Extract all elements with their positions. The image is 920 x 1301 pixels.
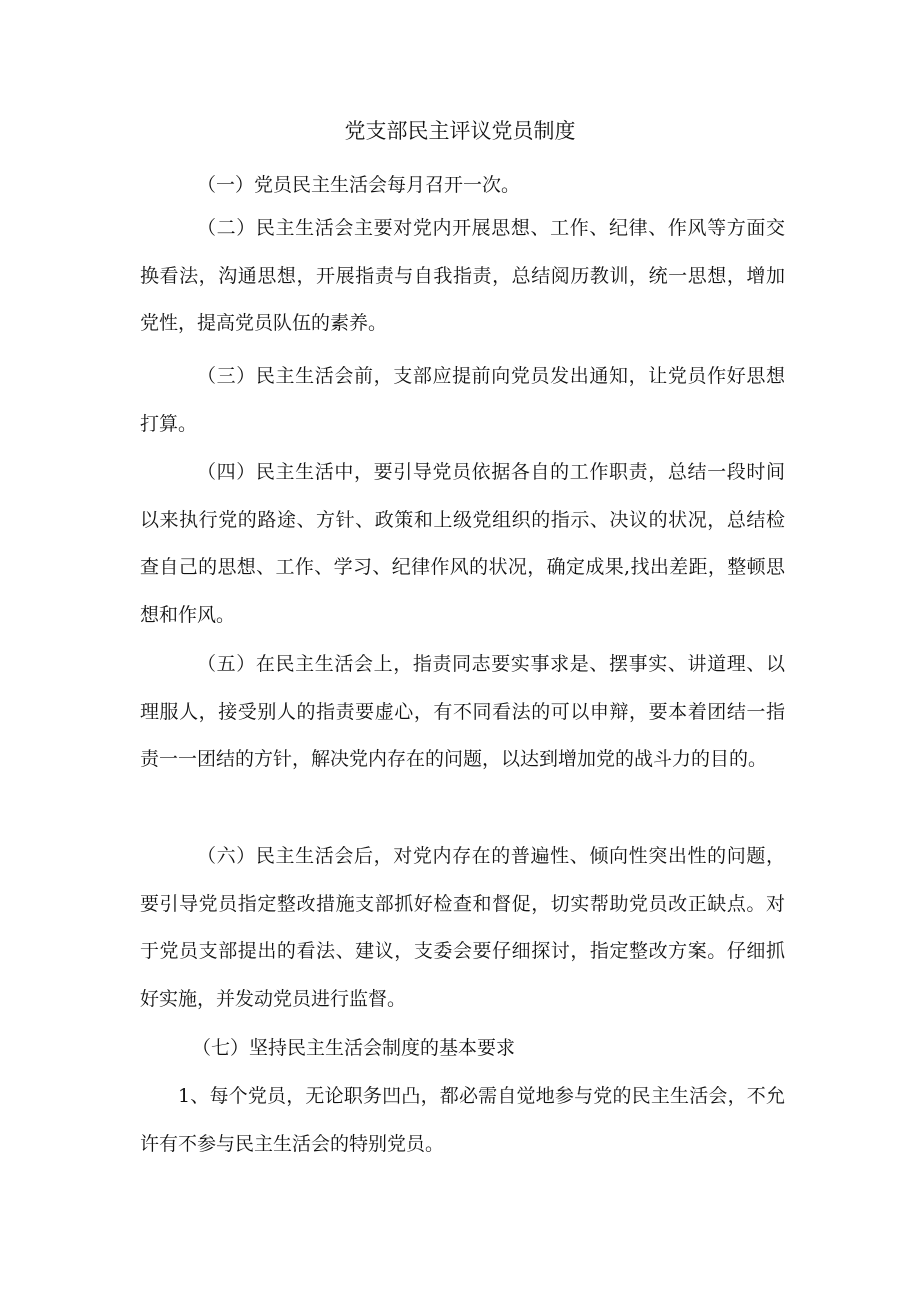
paragraph-2: （二）民主生活会主要对党内开展思想、工作、纪律、作风等方面交换看法，沟通思想，开展指责与自我指责，总结阅历教训，统一思想，增加党性，提高党员队伍的素养。 xyxy=(140,217,785,335)
paragraph-1: （一）党员民主生活会每月召开一次。 xyxy=(197,174,521,196)
paragraph-7: （七）坚持民主生活会制度的基本要求 xyxy=(192,1037,516,1059)
document-title: 党支部民主评议党员制度 xyxy=(344,119,576,143)
paragraph-6: （六）民主生活会后，对党内存在的普遍性、倾向性突出性的问题，要引导党员指定整改措施支部抓好检查和督促，切实帮助党员改正缺点。对于党员支部提出的看法、建议，支委会要仔细探讨，指定整改方案。仔细抓好实施，并发动党员进行监督。 xyxy=(140,845,785,1010)
paragraph-8: 1、每个党员，无论职务凹凸，都必需自觉地参与党的民主生活会，不允许有不参与民主生活会的特别党员。 xyxy=(140,1085,785,1155)
paragraph-5: （五）在民主生活会上，指责同志要实事求是、摆事实、讲道理、以理服人，接受别人的指责要虚心，有不同看法的可以申辩，要本着团结一指责一一团结的方针，解决党内存在的问题，以达到增加党的战斗力的目的。 xyxy=(140,653,785,771)
paragraph-3: （三）民主生活会前，支部应提前向党员发出通知，让党员作好思想打算。 xyxy=(140,365,785,435)
paragraph-4: （四）民主生活中，要引导党员依据各自的工作职责，总结一段时间以来执行党的路途、方针、政策和上级党组织的指示、决议的状况，总结检查自己的思想、工作、学习、纪律作风的状况，确定成果,找出差距，整顿思想和作风。 xyxy=(140,461,785,626)
